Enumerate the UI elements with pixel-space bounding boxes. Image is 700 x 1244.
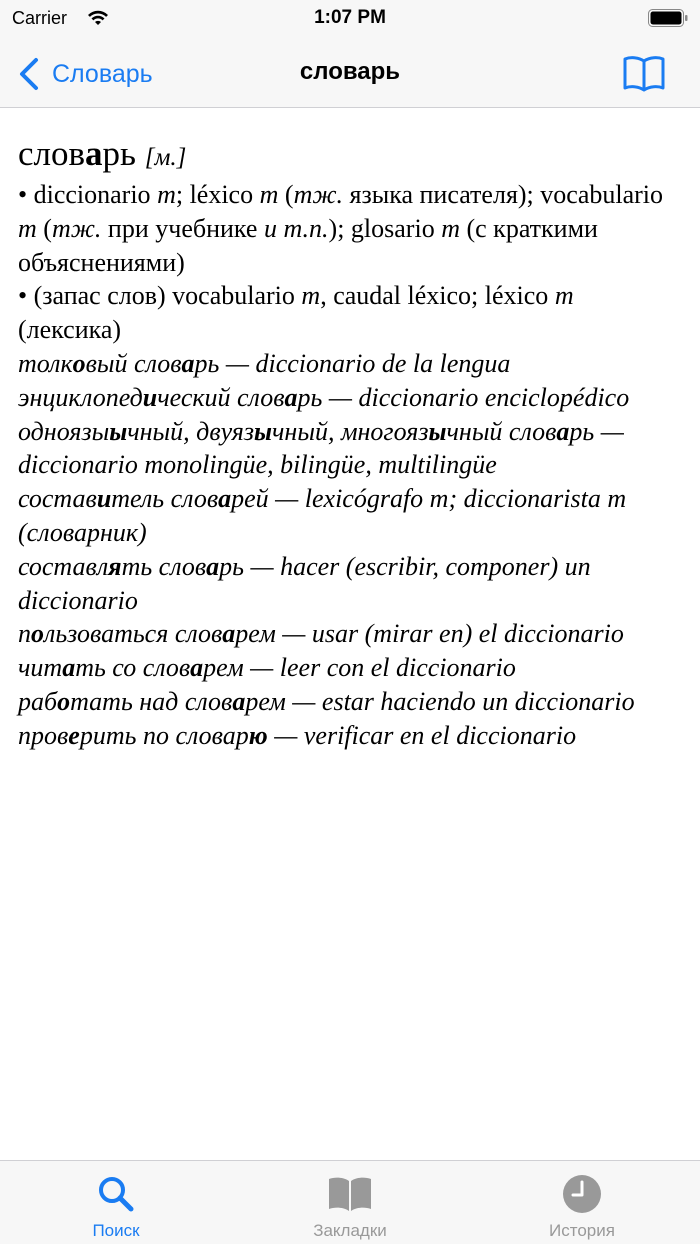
entry-sense: • diccionario m; léxico m (тж. языка писателя); vocabulario m (тж. при учебнике и т.п.); glosario m (с краткими объяснениями) [18,180,664,277]
back-button-label: Словарь [52,59,153,88]
tab-search-label: Поиск [92,1221,140,1240]
tab-bar [0,1160,700,1244]
battery-icon [648,9,688,27]
status-bar [0,0,700,40]
example-phrase: пользоваться словарем — usar (mirar en) el diccionario [18,619,624,649]
example-phrase: проверить по словарю — verificar en el diccionario [18,720,577,750]
example-phrase: составлять словарь — hacer (escribir, componer) un diccionario [18,551,591,615]
entry-sense: • (запас слов) vocabulario m, caudal léxico; léxico m (лексика) [18,281,574,345]
page-title: словарь [299,58,401,85]
example-phrase: читать со словарем — leer con el diccionario [18,653,516,683]
entry-phrases [18,347,682,753]
navigation-bar [0,40,700,108]
status-time: 1:07 PM [314,7,386,28]
entry-senses [18,178,682,347]
example-phrase: энциклопедический словарь — diccionario enciclopédico [18,382,630,412]
tab-history-label: История [549,1221,615,1240]
dictionary-entry [0,108,700,1160]
book-icon[interactable] [622,54,666,92]
clock-icon [561,1173,603,1215]
entry-headword: словарь [18,134,136,173]
carrier-label: Carrier [12,8,68,28]
tab-bookmarks[interactable] [270,1161,430,1244]
entry-headword-line [18,134,682,178]
bookmarks-icon [326,1173,374,1215]
example-phrase: одноязыычный, двуязычный, многоязычный словарь — diccionario monolingüe, bilingüe, multilingüe [18,416,624,480]
tab-bookmarks-label: Закладки [313,1221,387,1240]
search-icon [95,1173,137,1215]
example-phrase: толковый словарь — diccionario de la lengua [18,348,511,378]
example-phrase: составитель словарей — lexicógrafo m; diccionarista m (словарник) [18,484,627,547]
grammar-label: [м.] [144,144,187,171]
tab-history[interactable] [502,1161,662,1244]
tab-search[interactable] [36,1161,196,1244]
example-phrase: работать над словарем — estar haciendo un diccionario [18,686,635,716]
